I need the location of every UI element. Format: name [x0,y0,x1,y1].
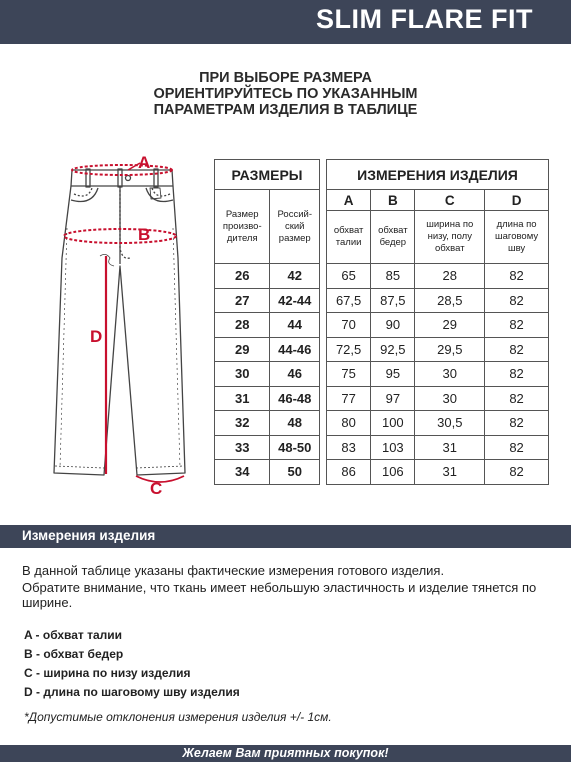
table-row: 72,5 92,5 29,5 82 [327,337,549,362]
col-letter-d: D [485,190,549,211]
col-sub-a: обхват талии [327,211,371,264]
table-row: 30 46 [215,362,320,387]
label-d: D [90,327,103,346]
table-row: 65 85 28 82 [327,264,549,289]
legend-item-a: A - обхват талии [24,628,123,642]
legend-item-c: C - ширина по низу изделия [24,666,191,680]
footer-text: Желаем Вам приятных покупок! [182,746,389,760]
info-paragraph-2: Обратите внимание, что ткань имеет небольшую эластичность и изделие тянется по ширине. [22,580,537,610]
measurements-title: ИЗМЕРЕНИЯ ИЗДЕЛИЯ [327,160,549,190]
info-text [22,563,552,612]
heading-line-1: ПРИ ВЫБОРЕ РАЗМЕРА [199,70,372,86]
table-row: 32 48 [215,411,320,436]
table-row: 28 44 [215,313,320,338]
size-instruction-heading [0,70,571,118]
table-row: 75 95 30 82 [327,362,549,387]
col-sub-c: ширина по низу, полу обхват [415,211,485,264]
table-row: 27 42-44 [215,288,320,313]
table-row: 70 90 29 82 [327,313,549,338]
table-row: 83 103 31 82 [327,435,549,460]
title-bar [0,0,571,44]
label-b: B [138,225,151,244]
table-row: 34 50 [215,460,320,485]
footer-bar [0,745,571,762]
col-letter-a: A [327,190,371,211]
section-band [0,525,571,548]
mfr-size-header: Размер произво- дителя [215,190,270,264]
table-row: 77 97 30 82 [327,386,549,411]
label-c: C [150,479,163,498]
jeans-icon [40,148,200,498]
col-letter-c: C [415,190,485,211]
tolerance-note: *Допустимые отклонения измерения изделия +/- 1см. [24,710,332,724]
table-row: 80 100 30,5 82 [327,411,549,436]
info-paragraph-1: В данной таблице указаны фактические измерения готового изделия. [22,563,445,578]
sizes-table [214,159,320,485]
col-sub-b: обхват бедер [371,211,415,264]
page-title: SLIM FLARE FIT [316,4,533,34]
table-row: 86 106 31 82 [327,460,549,485]
col-sub-d: длина по шаговому шву [485,211,549,264]
table-row: 26 42 [215,264,320,289]
sizes-title: РАЗМЕРЫ [215,160,320,190]
legend-item-d: D - длина по шаговому шву изделия [24,685,240,699]
table-row: 31 46-48 [215,386,320,411]
table-row: 29 44-46 [215,337,320,362]
section-title: Измерения изделия [22,528,156,543]
table-row: 67,5 87,5 28,5 82 [327,288,549,313]
measurement-legend [24,626,240,702]
legend-item-b: B - обхват бедер [24,647,124,661]
label-a: A [138,153,151,172]
heading-line-3: ПАРАМЕТРАМ ИЗДЕЛИЯ В ТАБЛИЦЕ [153,102,418,118]
table-row: 33 48-50 [215,435,320,460]
heading-line-2: ОРИЕНТИРУЙТЕСЬ ПО УКАЗАННЫМ [153,86,418,102]
ru-size-header: Россий- ский размер [270,190,320,264]
col-letter-b: B [371,190,415,211]
measurements-table [326,159,549,485]
